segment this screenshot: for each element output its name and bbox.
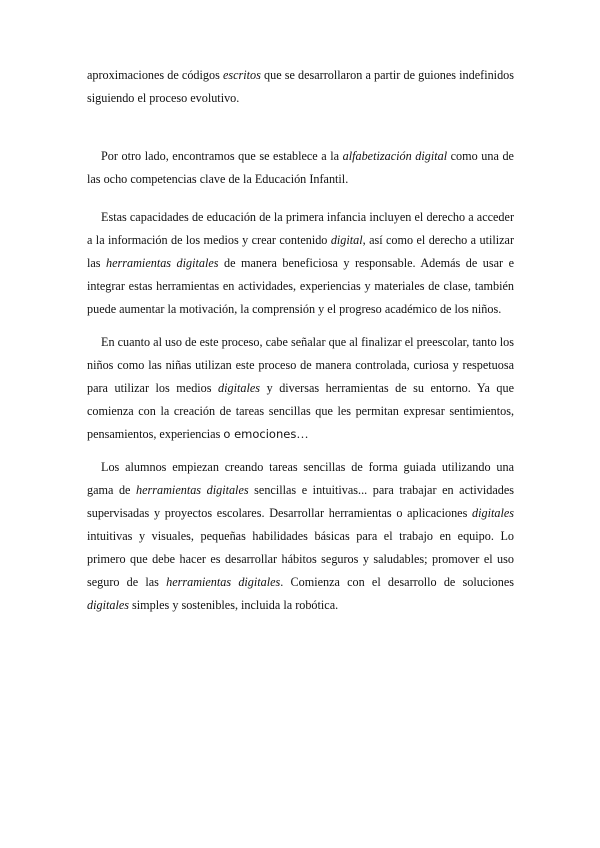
paragraph-continuation (87, 64, 514, 110)
paragraph-alumnos (87, 456, 514, 617)
text-run: como una de las ocho competencias clave de la Educación Infantil. (87, 149, 514, 186)
text-run: Por otro lado, encontramos que se establece a la (101, 149, 343, 163)
text-run: … (296, 427, 309, 441)
text-run: En cuanto al uso de este proceso, cabe señalar que al finalizar el preescolar, tanto los niños como las niñas utilizan este proceso de manera controlada, curiosa y respetuosa para utilizar los medios (87, 335, 514, 395)
paragraph-alfabetizacion (87, 145, 514, 191)
text-run-italic: herramientas digitales (166, 575, 281, 589)
text-run-italic: digital (330, 233, 363, 247)
text-run: Estas capacidades de educación de la primera infancia incluyen el derecho a acceder a la información de los medios y crear contenido (87, 210, 514, 247)
text-run: , así como el derecho a utilizar las (87, 233, 514, 270)
text-run: y diversas herramientas de su entorno. Ya que comienza con la creación de tareas sencillas que les permitan expresar sentimientos, pensamientos, experiencias (87, 381, 514, 441)
text-run: de manera beneficiosa y responsable. Además de usar e integrar estas herramientas en actividades, experiencias y materiales de clase, también puede aumentar la motivación, la comprensión y el progreso académico de los niños. (87, 256, 515, 316)
text-run-italic: digitales (87, 598, 129, 612)
text-run-italic: digitales (472, 506, 514, 520)
text-run-italic: digitales (218, 381, 261, 395)
text-run: sencillas e intuitivas... para trabajar en actividades supervisadas y proyectos escolares. Desarrollar herramientas o aplicaciones (87, 483, 514, 520)
text-run: . Comienza con el desarrollo de soluciones (280, 575, 514, 589)
text-run-italic: herramientas digitales (136, 483, 249, 497)
text-run: intuitivas y visuales, pequeñas habilidades básicas para el trabajo en equipo. Lo primero que debe hacer es desarrollar hábitos seguros y saludables; promover el uso seguro de las (87, 529, 514, 589)
text-run: que se desarrollaron a partir de guiones indefinidos siguiendo el proceso evolutivo. (87, 68, 515, 105)
paragraph-capacidades (87, 206, 514, 321)
text-run-italic: escritos (222, 68, 261, 82)
text-run: Los alumnos empiezan creando tareas sencillas de forma guiada utilizando una gama de (87, 460, 514, 497)
paragraph-preescolar (87, 331, 514, 446)
text-run-italic: alfabetización digital (342, 149, 448, 163)
text-run-sans: o emociones (223, 427, 297, 441)
text-run-italic: herramientas digitales (106, 256, 219, 270)
text-run: simples y sostenibles, incluida la robótica. (128, 598, 339, 612)
text-run: aproximaciones de códigos (87, 68, 223, 82)
